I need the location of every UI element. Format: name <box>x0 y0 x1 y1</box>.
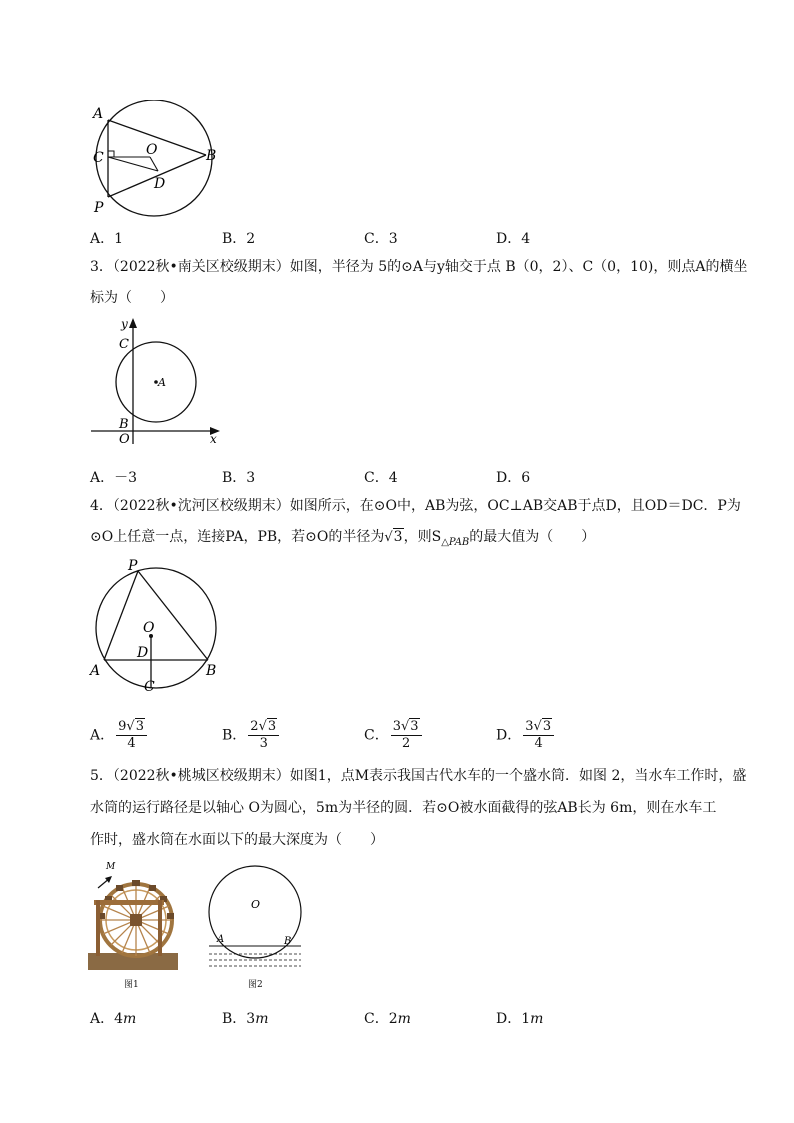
q3-option-letter: C． <box>364 470 389 486</box>
q5-option-d <box>496 1008 543 1028</box>
q4-option-radical: 3 <box>267 719 277 734</box>
q5-option-value: 4 <box>114 1011 124 1027</box>
q5-figure2 <box>205 856 305 974</box>
q4-stem-line2: ⊙O上任意一点，连接PA，PB，若⊙O的半径为√3，则$S_{\triangle PAB}$的最大值为（ ） <box>90 529 596 548</box>
q3-option-letter: A． <box>90 470 115 486</box>
q5-option-unit: m <box>255 1011 269 1027</box>
q4-option-letter: C． <box>364 727 389 744</box>
q3-label-x: x <box>210 432 217 446</box>
q2-option-d <box>496 228 530 248</box>
q4-option-coef: 3 <box>392 719 401 734</box>
q4-label-b: B <box>206 663 217 679</box>
q3-option-c <box>364 467 398 487</box>
q5-option-value: 3 <box>246 1011 256 1027</box>
q3-option-a <box>90 467 137 487</box>
q5-option-letter: A． <box>90 1011 115 1027</box>
q4-option-a <box>90 719 149 752</box>
q4-option-fraction: $\frac{3√3}{4}$ <box>523 719 554 752</box>
q5-water-wheel-image <box>88 858 178 970</box>
q4-option-b <box>222 719 281 752</box>
q4-label-d: D <box>137 645 149 661</box>
q2-option-letter: C． <box>364 231 389 247</box>
q4-circle <box>96 568 216 688</box>
q5-fig2-label-o: O <box>251 898 261 911</box>
q3-label-o: O <box>119 432 130 447</box>
q2-option-value: 2 <box>246 231 256 247</box>
q2-label-a: A <box>93 106 104 122</box>
q2-label-p: P <box>94 200 104 216</box>
q4-figure <box>86 558 226 696</box>
q3-label-b: B <box>119 417 129 432</box>
q3-figure <box>88 316 228 448</box>
q4-option-fraction: $\frac{9√3}{4}$ <box>116 719 147 752</box>
q3-stem-line1: 3．（2022秋•南关区校级期末）如图，半径为 5的⊙A与y轴交于点 B（0，2）、C（0，10)，则点A的横坐 <box>90 259 748 275</box>
q2-option-value: 4 <box>521 231 531 247</box>
q3-option-letter: D． <box>496 470 522 486</box>
q2-option-value: 1 <box>114 231 124 247</box>
q4-stem-line1: 4．（2022秋•沈河区校级期末）如图所示，在⊙O中，AB为弦，OC⊥AB交AB于点D，且OD＝DC．P为 <box>90 498 741 514</box>
q4-stem-text-3: 的最大值为（ ） <box>469 529 596 545</box>
q5-fig1-caption: 图1 <box>124 980 139 990</box>
q4-option-coef: 9 <box>118 719 127 734</box>
q3-label-a: A <box>158 376 166 389</box>
q4-option-den: 2 <box>402 736 411 751</box>
q3-option-value: 3 <box>246 470 256 486</box>
q2-option-letter: B． <box>222 231 247 247</box>
q2-label-o: O <box>146 142 158 158</box>
q5-option-letter: D． <box>496 1011 522 1027</box>
q4-option-radical: 3 <box>542 719 552 734</box>
q4-label-p: P <box>128 558 138 574</box>
q2-option-b <box>222 228 255 248</box>
q2-right-angle-mark <box>108 151 114 157</box>
q3-label-c: C <box>119 337 129 352</box>
q2-option-letter: A． <box>90 231 115 247</box>
q4-option-den: 4 <box>127 736 136 751</box>
q4-option-coef: 3 <box>525 719 534 734</box>
q5-option-c <box>364 1008 411 1028</box>
q4-option-coef: 2 <box>250 719 259 734</box>
q5-option-a <box>90 1008 136 1028</box>
q4-option-fraction: $\frac{3√3}{2}$ <box>391 719 422 752</box>
q5-fig2-label-b: B <box>284 936 292 947</box>
q3-stem-line2: 标为（ ） <box>90 290 174 306</box>
q5-option-value: 2 <box>388 1011 398 1027</box>
q2-option-letter: D． <box>496 231 522 247</box>
q3-option-value: －3 <box>114 470 138 486</box>
q4-option-letter: D． <box>496 727 522 744</box>
q4-stem-subscript: △PAB <box>441 536 470 548</box>
q4-label-c: C <box>144 679 155 695</box>
q3-option-b <box>222 467 255 487</box>
q5-stem-line3: 作时，盛水筒在水面以下的最大深度为（ ） <box>90 832 384 848</box>
q5-option-unit: m <box>397 1011 411 1027</box>
q4-option-d <box>496 719 556 752</box>
q4-stem-text-1: ⊙O上任意一点，连接PA，PB，若⊙O的半径为 <box>90 529 385 545</box>
q5-fig2-label-a: A <box>217 934 225 945</box>
q4-option-letter: B． <box>222 727 247 744</box>
q5-option-unit: m <box>530 1011 544 1027</box>
q4-option-radical: 3 <box>135 719 144 734</box>
q3-label-y: y <box>121 317 128 331</box>
q3-option-value: 6 <box>521 470 531 486</box>
q3-option-value: 4 <box>388 470 398 486</box>
q2-figure <box>86 100 226 220</box>
q2-option-a <box>90 228 123 248</box>
q5-option-letter: B． <box>222 1011 247 1027</box>
q5-option-b <box>222 1008 269 1028</box>
q4-label-o: O <box>143 620 155 636</box>
q4-stem-radical: 3 <box>393 529 403 545</box>
q4-option-fraction: $\frac{2√3}{3}$ <box>248 719 279 752</box>
q2-option-value: 3 <box>388 231 398 247</box>
q5-stem-line1: 5．（2022秋•桃城区校级期末）如图1，点M表示我国古代水车的一个盛水筒．如图 2，当水车工作时，盛 <box>90 768 747 784</box>
q4-label-a: A <box>90 663 101 679</box>
q5-option-unit: m <box>123 1011 137 1027</box>
q2-label-c: C <box>93 150 104 166</box>
q2-label-d: D <box>154 176 166 192</box>
q2-line-cd <box>108 157 158 171</box>
q5-option-value: 1 <box>521 1011 531 1027</box>
q2-option-c <box>364 228 398 248</box>
q5-option-letter: C． <box>364 1011 389 1027</box>
q3-option-d <box>496 467 530 487</box>
q2-label-b: B <box>206 148 217 164</box>
q3-option-letter: B． <box>222 470 247 486</box>
q4-option-radical: 3 <box>410 719 419 734</box>
q4-stem-text-2: ，则S <box>403 529 442 545</box>
q3-y-arrow <box>129 318 137 328</box>
q5-fig1-label-m: M <box>106 862 116 872</box>
q4-option-letter: A． <box>90 727 115 744</box>
q5-fig2-caption: 图2 <box>248 980 263 990</box>
q4-option-c <box>364 719 424 752</box>
q4-line-pa <box>104 571 138 660</box>
q4-option-den: 3 <box>259 736 268 751</box>
q4-option-den: 4 <box>534 736 543 751</box>
q5-stem-line2: 水筒的运行路径是以轴心 O为圆心，5m为半径的圆．若⊙O被水面截得的弦AB长为 6m，则在水车工 <box>90 800 717 816</box>
